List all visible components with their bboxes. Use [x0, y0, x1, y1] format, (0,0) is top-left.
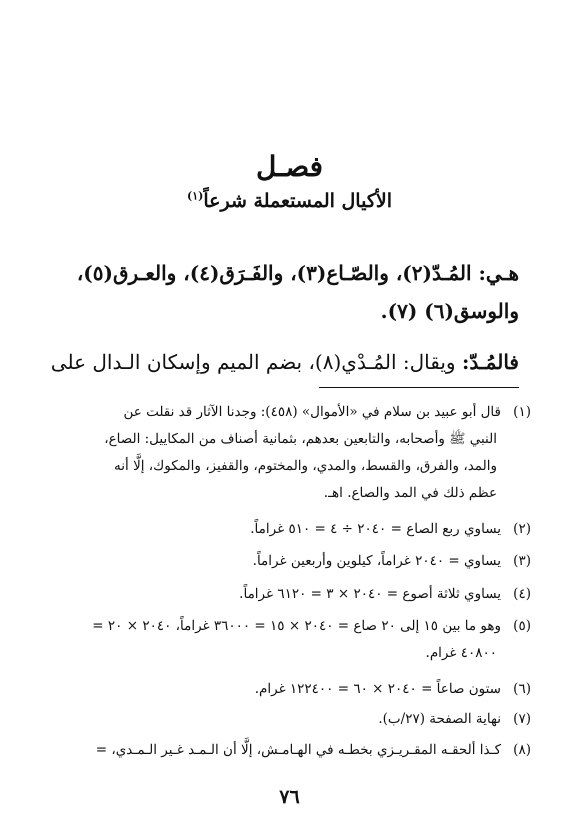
footnote-line: يساوي ثلاثة أصوع = ٢٠٤٠ × ٣ = ٦١٢٠ غراماً. [239, 586, 501, 602]
footnote-line: النبي ﷺ وأصحابه، والتابعين بعدهم، بثمانية أصناف من المكاييل: الصاع، [104, 431, 497, 447]
footnote-2 [41, 516, 531, 543]
footnote-line: قال أبو عبيد بن سلام في «الأموال» (٤٥٨): وجدنا الآثار قد نقلت عن [123, 404, 501, 420]
footnote-3 [41, 548, 531, 575]
main-text-line-1: هـي: المُـدّ(٢)، والصّـاع(٣)، والفَـرَق(٤)، والعـرق(٥)، [76, 261, 519, 285]
footnote-number: (٦) [513, 681, 531, 697]
section-title: الأكيال المستعملة شرعاً [203, 190, 392, 212]
footnote-7 [41, 706, 531, 733]
footnote-number: (٧) [513, 711, 531, 727]
footnote-6 [41, 676, 531, 703]
footnote-number: (٣) [513, 553, 531, 569]
footnote-4 [41, 581, 531, 608]
main-text-line-3 [39, 343, 519, 381]
footnote-1 [41, 399, 531, 507]
main-text-line-2: والوسق(٦) (٧). [380, 299, 519, 323]
page-number: ٧٦ [279, 786, 300, 808]
footnote-line: نهاية الصفحة (٢٧/ب). [378, 711, 501, 727]
main-text-line-3-lead: فالمُـدّ: [461, 350, 519, 374]
footnote-number: (٨) [513, 742, 531, 758]
footnote-line: ٤٠٨٠٠ غرام. [425, 645, 497, 661]
footnote-number: (١) [513, 404, 531, 420]
section-title-footnote-ref: (١) [187, 189, 204, 203]
footnote-number: (٥) [513, 618, 531, 634]
footnote-line: كـذا ألحقـه المقـريـزي بخطـه في الهـامـش، إلَّا أن الـمـد غـير الـمـدي، = [95, 742, 501, 758]
chapter-heading: فصـل [255, 150, 324, 183]
footnote-5 [41, 613, 531, 667]
main-text-line-3-rest: ويقال: المُـدْي(٨)، بضم الميم وإسكان الـدال على [50, 350, 462, 374]
footnote-number: (٢) [513, 521, 531, 537]
footnote-line: وهو ما بين ١٥ إلى ٢٠ صاع = ٢٠٤٠ × ١٥ = ٣٦٠٠٠ غراماً، ٢٠٤٠ × ٢٠ = [92, 618, 501, 634]
footnote-line: والمد، والفرق، والقسط، والمدي، والمختوم، والقفيز، والمكوك، إلَّا أنه [114, 458, 497, 474]
footnote-separator-rule [319, 387, 519, 388]
footnote-line: ستون صاعاً = ٢٠٤٠ × ٦٠ = ١٢٢٤٠٠ غرام. [254, 681, 501, 697]
footnote-line: يساوي ربع الصاع = ٢٠٤٠ ÷ ٤ = ٥١٠ غراماً. [250, 521, 501, 537]
footnote-number: (٤) [513, 586, 531, 602]
footnote-8 [41, 737, 531, 764]
section-title-block [0, 190, 579, 212]
footnote-line: يساوي = ٢٠٤٠ غراماً، كيلوين وأربعين غراماً. [252, 553, 501, 569]
footnote-line: عظم ذلك في المد والصاع. اهـ. [323, 485, 497, 501]
